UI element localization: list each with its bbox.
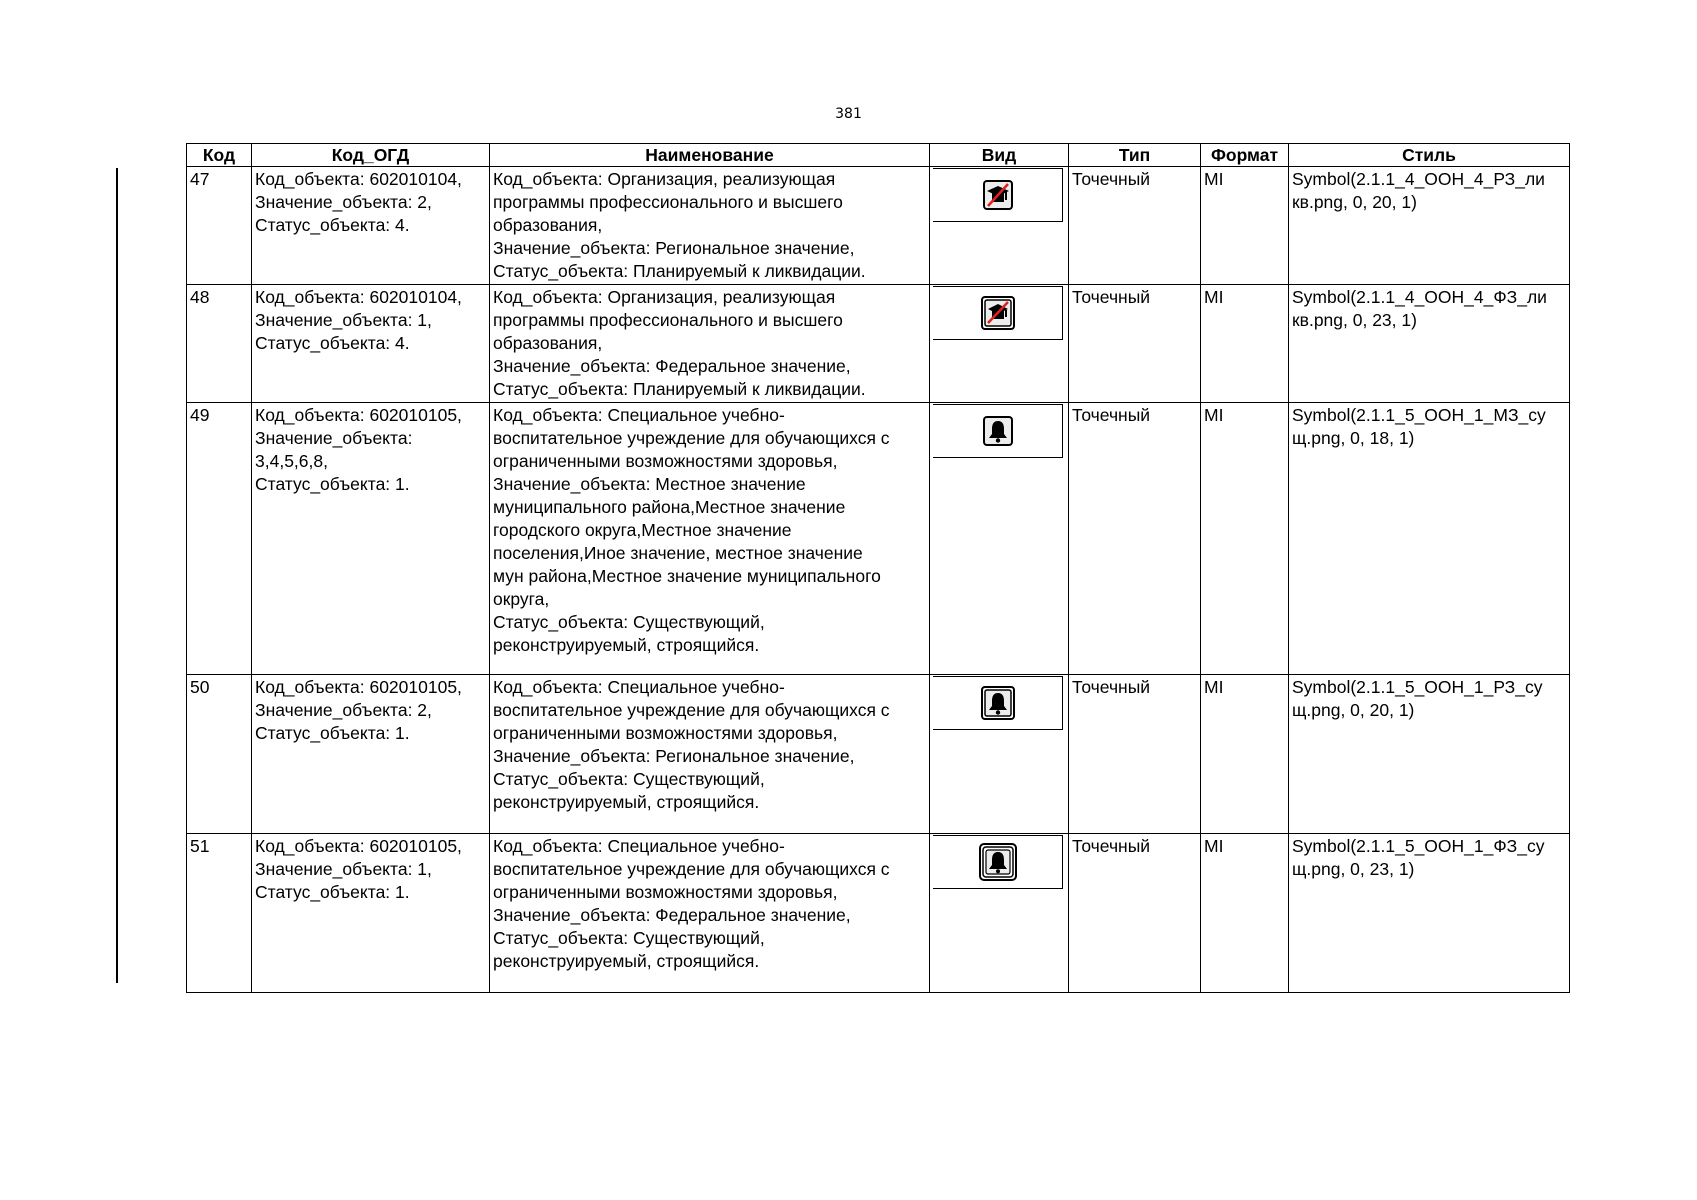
cell-style: Symbol(2.1.1_4_ООН_4_ФЗ_ли кв.png, 0, 23, 1) [1289, 285, 1570, 403]
bell-framed-icon [981, 686, 1015, 720]
symbol-preview [933, 286, 1063, 340]
table-row [187, 675, 1570, 834]
cell-tip: Точечный [1069, 675, 1201, 834]
cell-kod: 48 [187, 285, 252, 403]
table-header-row [187, 144, 1570, 167]
table-row [187, 403, 1570, 675]
symbol-preview [933, 835, 1063, 889]
cell-style: Symbol(2.1.1_5_ООН_1_ФЗ_су щ.png, 0, 23, 1) [1289, 834, 1570, 993]
cell-kod-ogd: Код_объекта: 602010105, Значение_объекта: 1, Статус_объекта: 1. [252, 834, 490, 993]
graduation-cap-crossed-icon [982, 179, 1014, 211]
cell-tip: Точечный [1069, 285, 1201, 403]
cell-vid [930, 285, 1069, 403]
cell-tip: Точечный [1069, 403, 1201, 675]
cell-tip: Точечный [1069, 167, 1201, 285]
bell-icon [983, 416, 1013, 446]
cell-style: Symbol(2.1.1_5_ООН_1_РЗ_су щ.png, 0, 20, 1) [1289, 675, 1570, 834]
cell-format: MI [1201, 167, 1289, 285]
cell-kod-ogd: Код_объекта: 602010105, Значение_объекта: 3,4,5,6,8, Статус_объекта: 1. [252, 403, 490, 675]
cell-kod-ogd: Код_объекта: 602010104, Значение_объекта: 1, Статус_объекта: 4. [252, 285, 490, 403]
cell-style: Symbol(2.1.1_5_ООН_1_МЗ_су щ.png, 0, 18, 1) [1289, 403, 1570, 675]
cell-format: MI [1201, 675, 1289, 834]
header-tip: Тип [1069, 144, 1201, 167]
header-kod: Код [187, 144, 252, 167]
cell-name: Код_объекта: Специальное учебно- воспитательное учреждение для обучающихся с ограниченными возможностями здоровья, Значение_объекта: Местное значение муниципального района,Местное значение городского округа,Местное значение поселения,Иное значение, местное значение мун района,Местное значение муниципального округа, Статус_объекта: Существующий, реконструируемый, строящийся. [490, 403, 930, 675]
header-vid: Вид [930, 144, 1069, 167]
symbol-table [186, 143, 1570, 993]
table-row [187, 834, 1570, 993]
margin-line [116, 168, 118, 983]
cell-kod: 50 [187, 675, 252, 834]
table-row [187, 285, 1570, 403]
symbol-preview [933, 676, 1063, 730]
cell-vid [930, 167, 1069, 285]
cell-name: Код_объекта: Организация, реализующая программы профессионального и высшего образования, Значение_объекта: Региональное значение, Статус_объекта: Планируемый к ликвидации. [490, 167, 930, 285]
cell-name: Код_объекта: Организация, реализующая программы профессионального и высшего образования, Значение_объекта: Федеральное значение, Статус_объекта: Планируемый к ликвидации. [490, 285, 930, 403]
page-number: 381 [835, 106, 862, 122]
cell-format: MI [1201, 285, 1289, 403]
cell-tip: Точечный [1069, 834, 1201, 993]
header-kod-ogd: Код_ОГД [252, 144, 490, 167]
bell-double-framed-icon [979, 843, 1017, 881]
table-row [187, 167, 1570, 285]
graduation-cap-crossed-framed-icon [981, 296, 1015, 330]
cell-name: Код_объекта: Специальное учебно- воспитательное учреждение для обучающихся с ограниченными возможностями здоровья, Значение_объекта: Региональное значение, Статус_объекта: Существующий, реконструируемый, строящийся. [490, 675, 930, 834]
cell-vid [930, 403, 1069, 675]
cell-kod: 47 [187, 167, 252, 285]
header-format: Формат [1201, 144, 1289, 167]
header-name: Наименование [490, 144, 930, 167]
cell-kod: 49 [187, 403, 252, 675]
cell-format: MI [1201, 403, 1289, 675]
symbol-preview [933, 168, 1063, 222]
header-style: Стиль [1289, 144, 1570, 167]
cell-vid [930, 675, 1069, 834]
cell-name: Код_объекта: Специальное учебно- воспитательное учреждение для обучающихся с ограниченными возможностями здоровья, Значение_объекта: Федеральное значение, Статус_объекта: Существующий, реконструируемый, строящийся. [490, 834, 930, 993]
cell-kod-ogd: Код_объекта: 602010104, Значение_объекта: 2, Статус_объекта: 4. [252, 167, 490, 285]
cell-format: MI [1201, 834, 1289, 993]
cell-kod: 51 [187, 834, 252, 993]
cell-vid [930, 834, 1069, 993]
symbol-preview [933, 404, 1063, 458]
cell-kod-ogd: Код_объекта: 602010105, Значение_объекта: 2, Статус_объекта: 1. [252, 675, 490, 834]
cell-style: Symbol(2.1.1_4_ООН_4_РЗ_ли кв.png, 0, 20, 1) [1289, 167, 1570, 285]
